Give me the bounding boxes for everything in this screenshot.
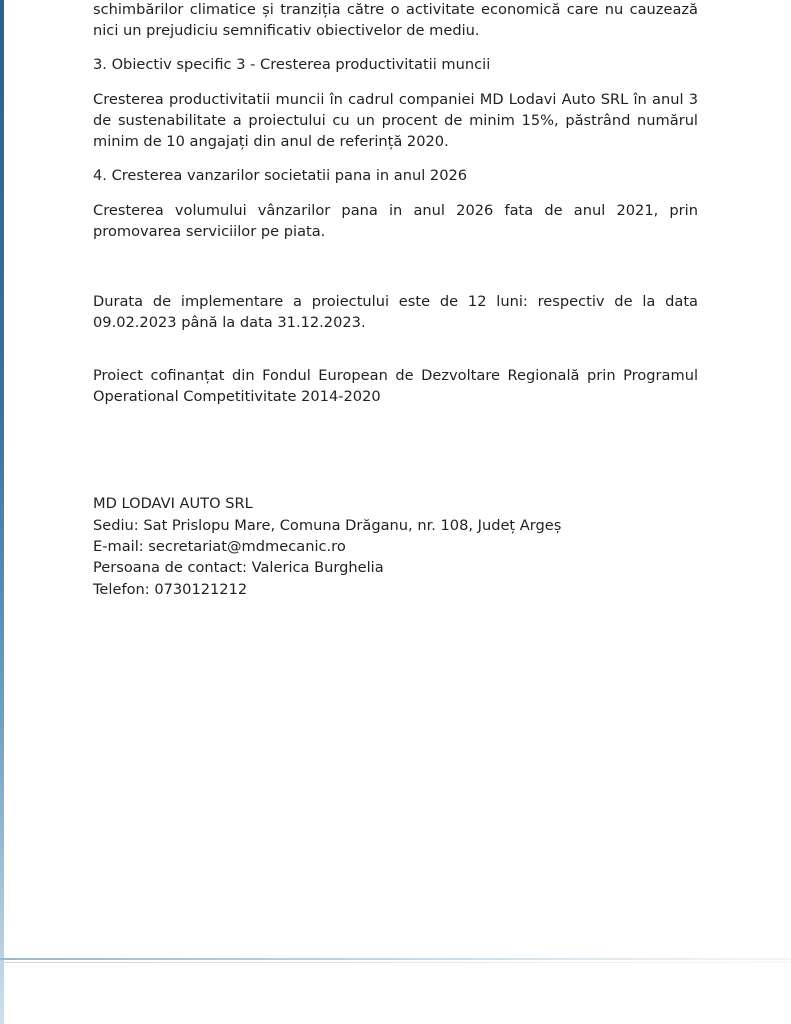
contact-phone: Telefon: 0730121212 (93, 580, 248, 598)
footer-accent-rule (0, 958, 791, 968)
heading-objective-4: 4. Cresterea vanzarilor societatii pana in anul 2026 (93, 167, 468, 185)
paragraph-climate-continuation: schimbărilor climatice și tranziția către o activitate economică care nu cauzează nici un prejudiciu semnificativ obiectivelor de mediu. (93, 1, 698, 39)
paragraph-implementation-duration: Durata de implementare a proiectului este de 12 luni: respectiv de la data 09.02.2023 până la data 31.12.2023. (93, 293, 698, 332)
heading-objective-3: 3. Obiectiv specific 3 - Cresterea productivitatii muncii (93, 56, 491, 74)
contact-person: Persoana de contact: Valerica Burghelia (93, 559, 384, 577)
spacer-before-contact (93, 407, 698, 493)
contact-company: MD LODAVI AUTO SRL (93, 495, 253, 513)
contact-block (93, 493, 698, 599)
paragraph-objective-4-body: Cresterea volumului vânzarilor pana in anul 2026 fata de anul 2021, prin promovarea serviciilor pe piata. (93, 202, 698, 240)
paragraph-objective-3-body: Cresterea productivitatii muncii în cadrul companiei MD Lodavi Auto SRL în anul 3 de sustenabilitate a proiectului cu un procent de minim 15%, păstrând numărul minim de 10 angajați din anul de referință 2020. (93, 91, 698, 150)
footer-rule-line-primary (0, 958, 791, 960)
spacer-before-duration (93, 256, 698, 292)
paragraph-funding-note: Proiect cofinanțat din Fondul European de Dezvoltare Regională prin Programul Operational Competitivitate 2014-2020 (93, 366, 698, 405)
left-accent-rule (0, 0, 4, 1024)
contact-address: Sediu: Sat Prislopu Mare, Comuna Drăganu, nr. 108, Județ Argeș (93, 516, 562, 534)
document-body (93, 0, 698, 600)
footer-rule-line-secondary (0, 962, 791, 963)
spacer-before-funding (93, 348, 698, 366)
contact-email: E-mail: secretariat@mdmecanic.ro (93, 537, 346, 555)
